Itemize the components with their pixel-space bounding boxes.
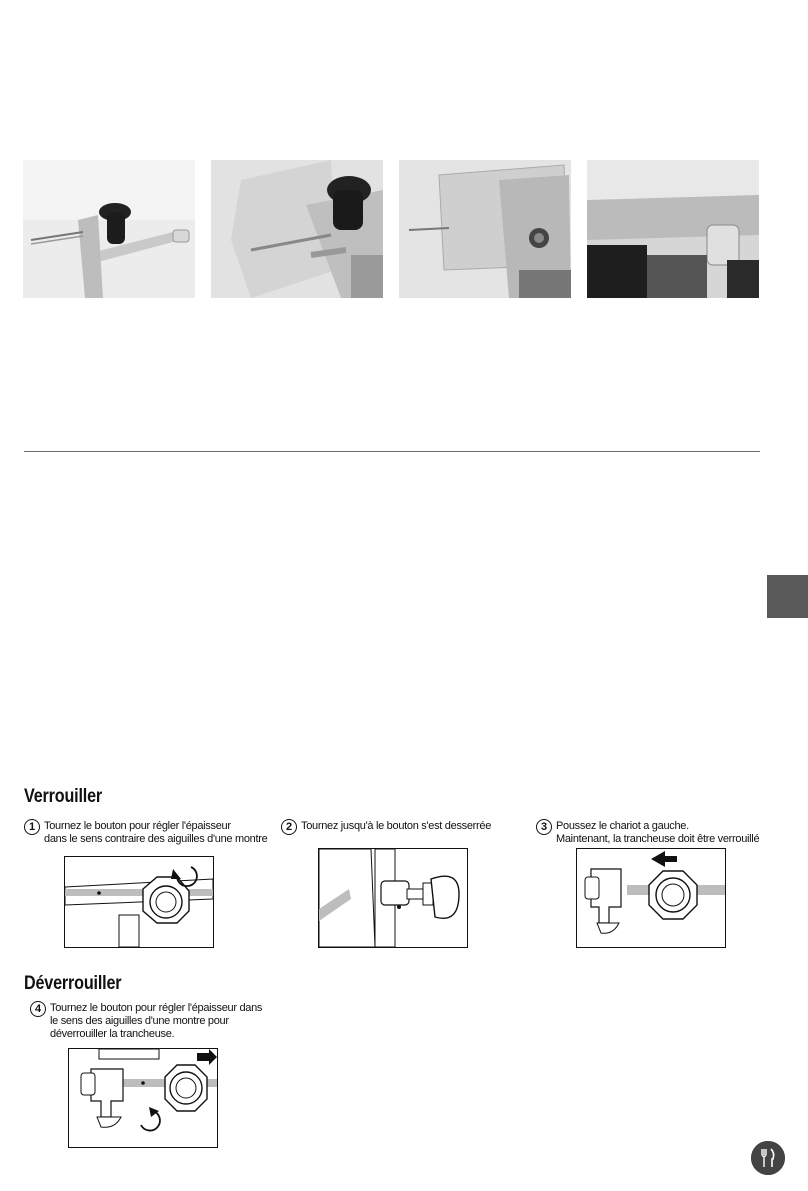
diagram-step-3 bbox=[576, 848, 726, 948]
diagram-step-2 bbox=[318, 848, 468, 948]
step-number-2: 2 bbox=[281, 819, 297, 835]
knob-rotate-clockwise-icon bbox=[69, 1049, 217, 1147]
step-text-1: Tournez le bouton pour régler l'épaisseur dans le sens contraire des aiguilles d'une montre bbox=[44, 820, 268, 845]
lock-step-2 bbox=[281, 820, 491, 835]
lock-step-3 bbox=[536, 820, 759, 846]
push-carriage-left-icon bbox=[577, 849, 725, 947]
step-number-1: 1 bbox=[24, 819, 40, 835]
photo-guard-bolt bbox=[399, 160, 571, 298]
unlock-step-4 bbox=[30, 1002, 262, 1041]
knob-on-bracket-photo-icon bbox=[23, 160, 195, 298]
step-text-4: Tournez le bouton pour régler l'épaisseur dans le sens des aiguilles d'une montre pour déverrouiller la trancheuse. bbox=[50, 1002, 263, 1040]
photo-carriage-roller bbox=[587, 160, 759, 298]
photo-knob-guard bbox=[211, 160, 383, 298]
diagram-step-1 bbox=[64, 856, 214, 948]
chapter-side-tab bbox=[767, 575, 808, 618]
knob-rotate-counterclockwise-icon bbox=[65, 857, 213, 947]
lock-heading: Verrouiller bbox=[24, 786, 103, 807]
guard-bolt-photo-icon bbox=[399, 160, 571, 298]
lock-step-1 bbox=[24, 820, 267, 846]
step-number-3: 3 bbox=[536, 819, 552, 835]
step-number-4: 4 bbox=[30, 1001, 46, 1017]
unlock-heading: Déverrouiller bbox=[24, 973, 122, 994]
utensils-logo-icon bbox=[751, 1141, 785, 1175]
step-text-3: Poussez le chariot a gauche. Maintenant, la trancheuse doit être verrouillé bbox=[556, 820, 760, 845]
section-divider bbox=[24, 451, 760, 452]
brand-logo bbox=[751, 1141, 785, 1175]
step-text-2: Tournez jusqu'à le bouton s'est desserrée bbox=[301, 820, 492, 832]
carriage-roller-photo-icon bbox=[587, 160, 759, 298]
diagram-step-4 bbox=[68, 1048, 218, 1148]
photo-knob-bracket bbox=[23, 160, 195, 298]
knob-on-guard-photo-icon bbox=[211, 160, 383, 298]
knob-loosened-icon bbox=[319, 849, 467, 947]
